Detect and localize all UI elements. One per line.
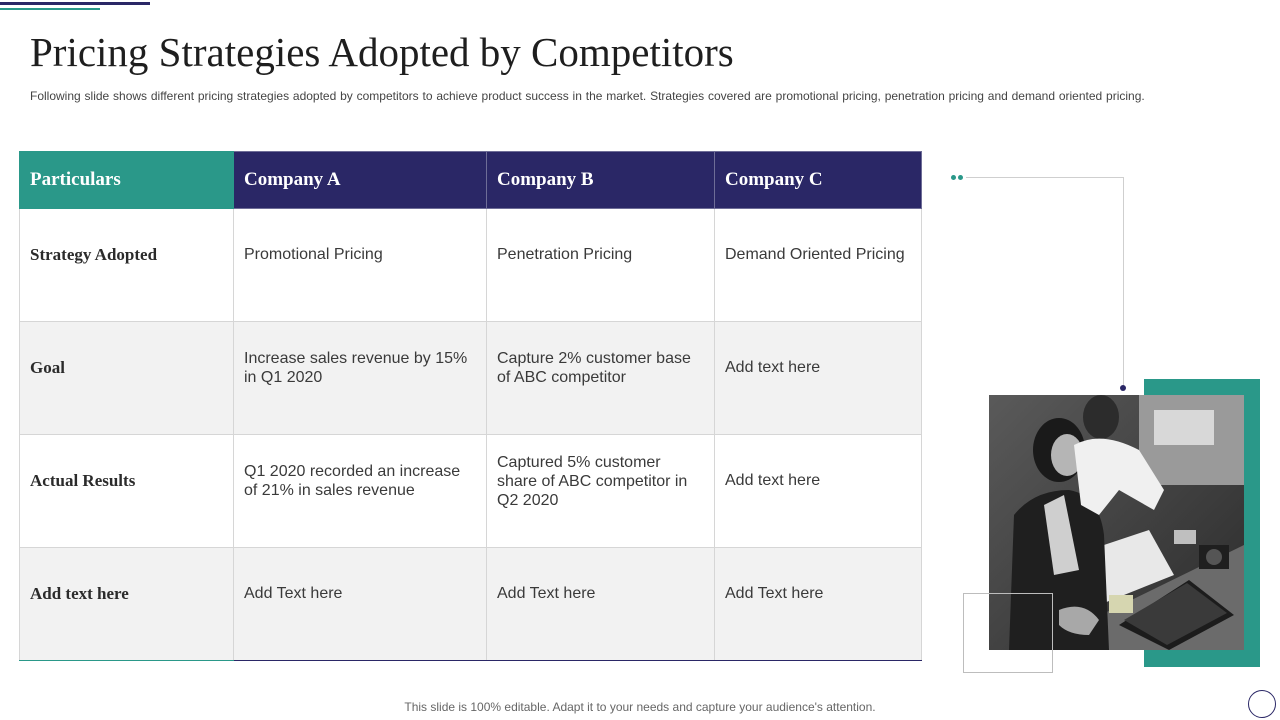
slide-title: Pricing Strategies Adopted by Competitors (30, 29, 734, 75)
connector-end-dot (1120, 385, 1126, 391)
row-label-strategy-adopted: Strategy Adopted (20, 209, 234, 322)
table-cell: Add text here (715, 322, 922, 435)
table-cell: Add Text here (715, 548, 922, 661)
table-cell: Penetration Pricing (487, 209, 715, 322)
table-row (20, 322, 922, 435)
connector-dot (958, 175, 963, 180)
row-label-actual-results: Actual Results (20, 435, 234, 548)
row-label-add-text: Add text here (20, 548, 234, 661)
top-accent-line-navy (0, 2, 150, 5)
competitor-pricing-table (19, 151, 922, 661)
decorative-outline-box (963, 593, 1053, 673)
table-cell: Capture 2% customer base of ABC competitor (487, 322, 715, 435)
table-row (20, 548, 922, 661)
connector-line-vertical (1123, 177, 1124, 387)
row-label-goal: Goal (20, 322, 234, 435)
table-row (20, 209, 922, 322)
table-header-row (20, 152, 922, 209)
connector-line-horizontal (966, 177, 1124, 178)
table-cell: Add Text here (234, 548, 487, 661)
table-cell: Captured 5% customer share of ABC competitor in Q2 2020 (487, 435, 715, 548)
table-cell: Increase sales revenue by 15% in Q1 2020 (234, 322, 487, 435)
table-cell: Add Text here (487, 548, 715, 661)
table-row (20, 435, 922, 548)
header-company-c: Company C (715, 152, 922, 209)
footer-note: This slide is 100% editable. Adapt it to your needs and capture your audience's attention. (404, 700, 876, 714)
table-cell: Q1 2020 recorded an increase of 21% in sales revenue (234, 435, 487, 548)
corner-circle-icon (1248, 690, 1276, 718)
slide-subtitle: Following slide shows different pricing strategies adopted by competitors to achieve product success in the market. Strategies covered are promotional pricing, penetration pricing and demand oriented pricing. (30, 89, 1145, 103)
table-cell: Demand Oriented Pricing (715, 209, 922, 322)
connector-dot (951, 175, 956, 180)
header-particulars: Particulars (20, 152, 234, 209)
top-accent-line-teal (0, 8, 100, 10)
table-cell: Promotional Pricing (234, 209, 487, 322)
header-company-b: Company B (487, 152, 715, 209)
table-cell: Add text here (715, 435, 922, 548)
header-company-a: Company A (234, 152, 487, 209)
